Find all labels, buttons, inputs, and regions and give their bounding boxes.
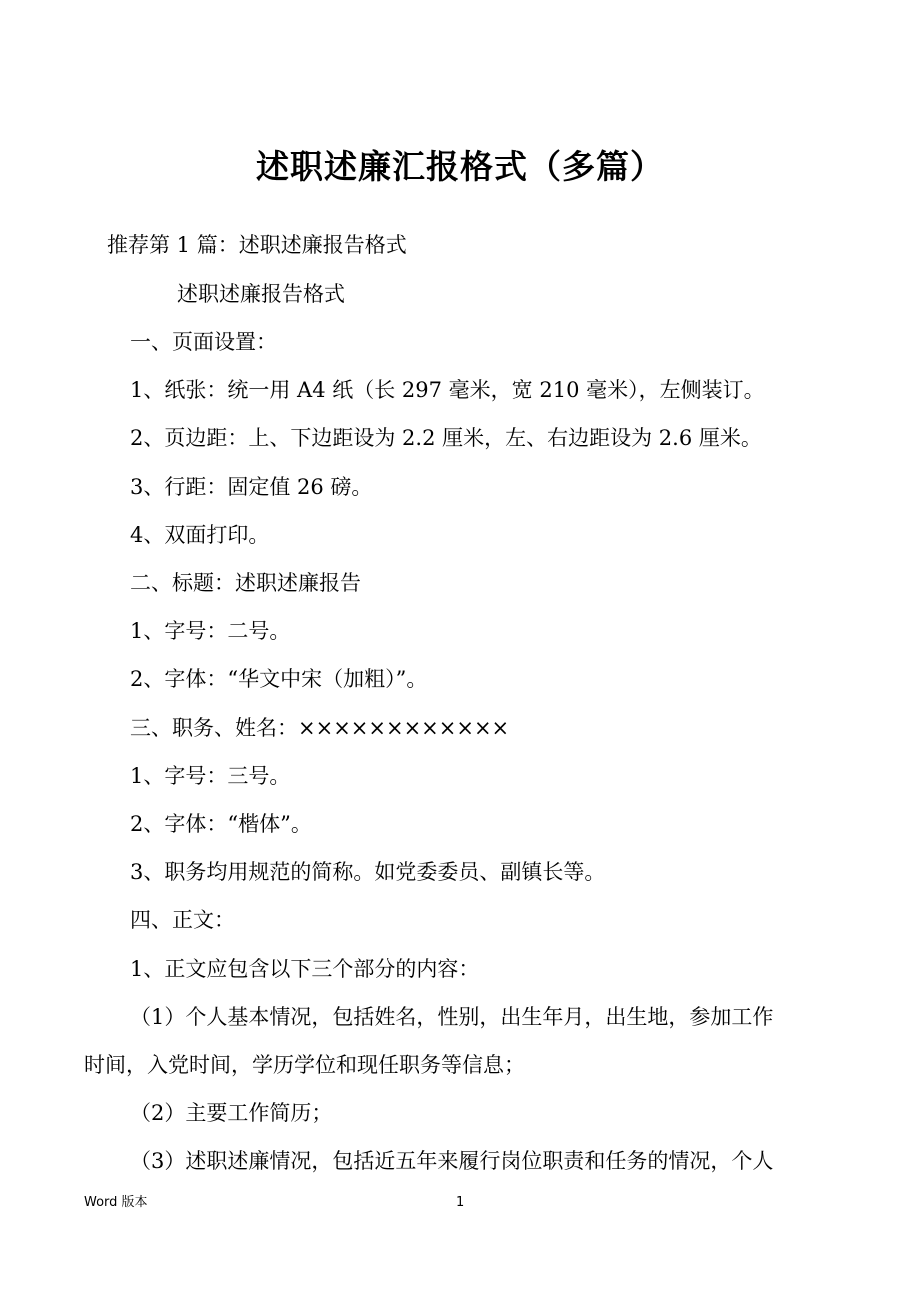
paragraph-line: 1、正文应包含以下三个部分的内容：: [130, 957, 480, 981]
paragraph-line: 1、纸张：统一用 A4 纸（长 297 毫米，宽 210 毫米），左侧装订。: [130, 378, 765, 402]
footer-label: Word 版本: [84, 1195, 148, 1210]
page-number: 1: [456, 1195, 465, 1210]
section-heading-body: 四、正文：: [130, 908, 235, 932]
paragraph-line: 1、字号：二号。: [130, 619, 291, 643]
paragraph-line: 4、双面打印。: [130, 523, 270, 547]
paragraph-line: （3）述职述廉情况，包括近五年来履行岗位职责和任务的情况，个人: [130, 1149, 774, 1173]
document-title: 述职述廉汇报格式（多篇）: [256, 147, 664, 186]
paragraph-line: （1）个人基本情况，包括姓名，性别，出生年月，出生地，参加工作: [130, 1005, 774, 1029]
paragraph-line: 时间，入党时间，学历学位和现任职务等信息；: [84, 1053, 525, 1077]
section-heading-position-name: 三、职务、姓名：××××××××××××: [130, 716, 510, 740]
recommend-heading: 推荐第 1 篇：述职述廉报告格式: [107, 233, 407, 257]
paragraph-line: 2、页边距：上、下边距设为 2.2 厘米，左、右边距设为 2.6 厘米。: [130, 426, 762, 450]
subtitle: 述职述廉报告格式: [177, 282, 345, 306]
section-heading-page-setup: 一、页面设置：: [130, 330, 277, 354]
paragraph-line: 2、字体：“华文中宋（加粗）”。: [130, 667, 428, 691]
paragraph-line: 1、字号：三号。: [130, 764, 291, 788]
paragraph-line: 3、职务均用规范的简称。如党委委员、副镇长等。: [130, 860, 606, 884]
paragraph-line: 2、字体：“楷体”。: [130, 812, 312, 836]
paragraph-line: （2）主要工作简历；: [130, 1101, 333, 1125]
paragraph-line: 3、行距：固定值 26 磅。: [130, 475, 373, 499]
section-heading-title: 二、标题：述职述廉报告: [130, 571, 361, 595]
